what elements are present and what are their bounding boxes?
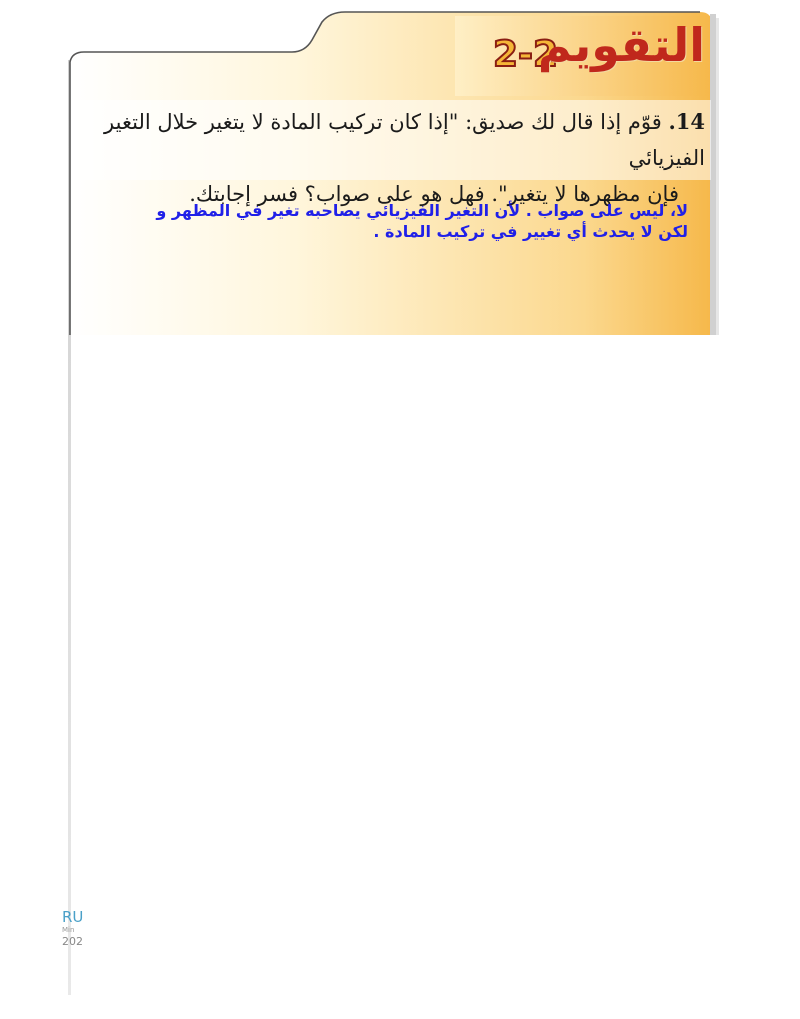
answer-text: لا، ليس على صواب . لأن التغير الفيزيائي يصاحبه تغير في المظهر و لكن لا يحدث أي تغيير في تركيب المادة . [156, 201, 688, 241]
question-14 [100, 104, 705, 212]
page-title: التقويم [537, 18, 705, 72]
question-line-1 [100, 104, 705, 176]
question-number: 14. [668, 109, 705, 134]
footer-small-text: Min [62, 926, 75, 934]
footer-year: 202 [62, 935, 83, 948]
footer-logo: RU [62, 908, 84, 926]
footer-watermark [62, 910, 83, 947]
section-number-badge: 2-2 [493, 33, 559, 75]
question-text-2: فإن مظهرها لا يتغير". فهل هو على صواب؟ فسر إجابتك. [189, 182, 679, 206]
question-text-1: قوّم إذا قال لك صديق: "إذا كان تركيب المادة لا يتغير خلال التغير الفيزيائي [104, 110, 705, 170]
